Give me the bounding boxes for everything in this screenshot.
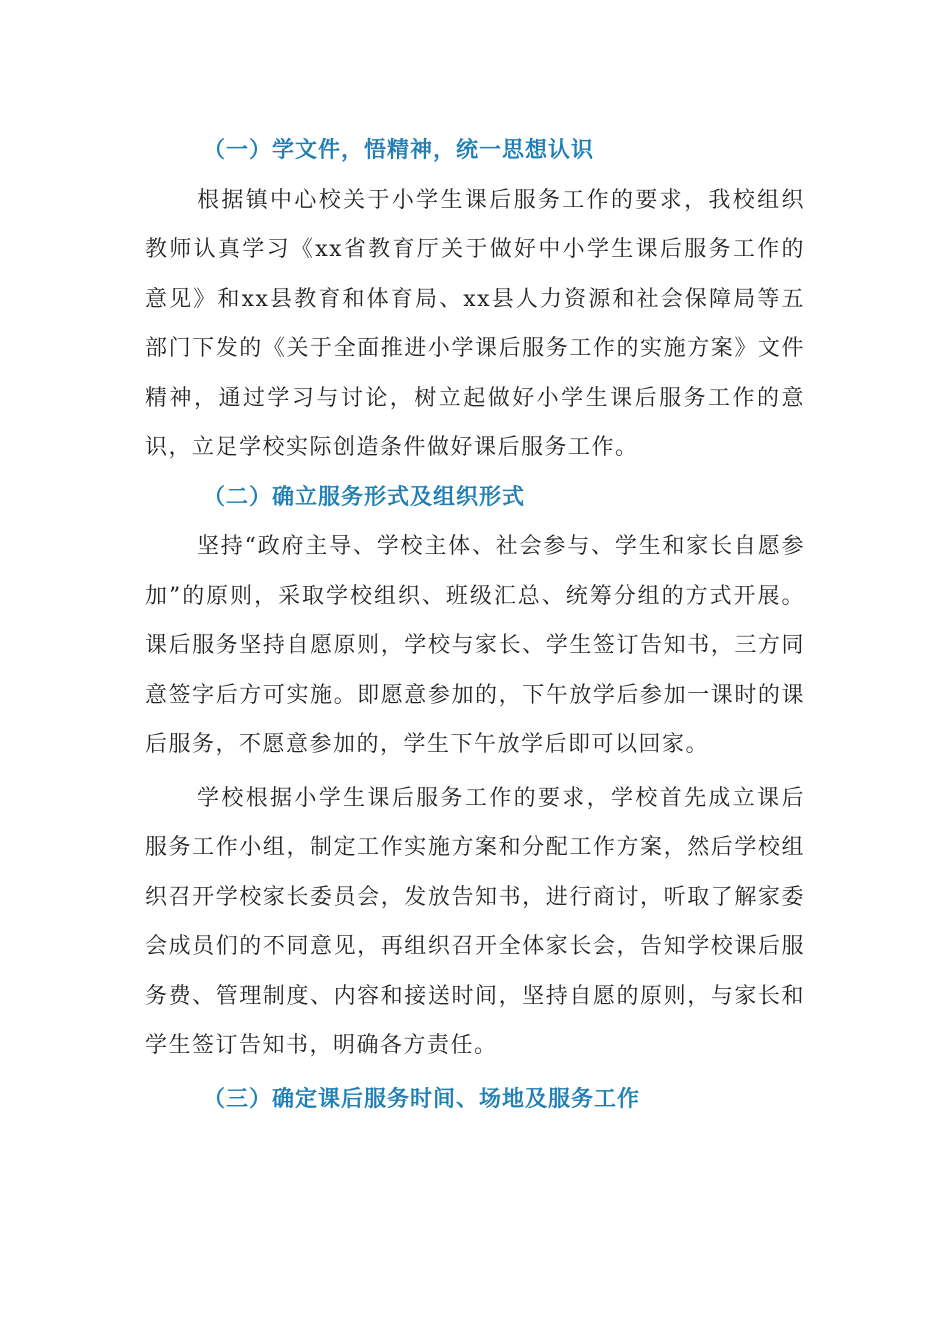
section-heading-3: （三）确定课后服务时间、场地及服务工作 [203, 1085, 641, 1112]
section-heading-2: （二）确立服务形式及组织形式 [203, 483, 526, 510]
section-heading-1: （一）学文件，悟精神，统一思想认识 [203, 137, 595, 163]
section-1-paragraph-1: 根据镇中心校关于小学生课后服务工作的要求，我校组织教师认真学习《xx省教育厅关于做好中小学生课后服务工作的意见》和xx县教育和体育局、xx县人力资源和社会保障局等五部门下发的《关于全面推进小学课后服务工作的实施方案》文件精神，通过学习与讨论，树立起做好小学生课后服务工作的意识，立足学校实际创造条件做好课后服务工作。 [145, 187, 805, 460]
section-2-paragraph-2: 学校根据小学生课后服务工作的要求，学校首先成立课后服务工作小组，制定工作实施方案和分配工作方案，然后学校组织召开学校家长委员会，发放告知书，进行商讨，听取了解家委会成员们的不同意见，再组织召开全体家长会，告知学校课后服务费、管理制度、内容和接送时间，坚持自愿的原则，与家长和学生签订告知书，明确各方责任。 [145, 785, 805, 1058]
document-body [145, 126, 805, 1124]
section-2-paragraph-1: 坚持“政府主导、学校主体、社会参与、学生和家长自愿参加”的原则，采取学校组织、班级汇总、统筹分组的方式开展。课后服务坚持自愿原则，学校与家长、学生签订告知书，三方同意签字后方可实施。即愿意参加的，下午放学后参加一课时的课后服务，不愿意参加的，学生下午放学后即可以回家。 [145, 534, 805, 757]
